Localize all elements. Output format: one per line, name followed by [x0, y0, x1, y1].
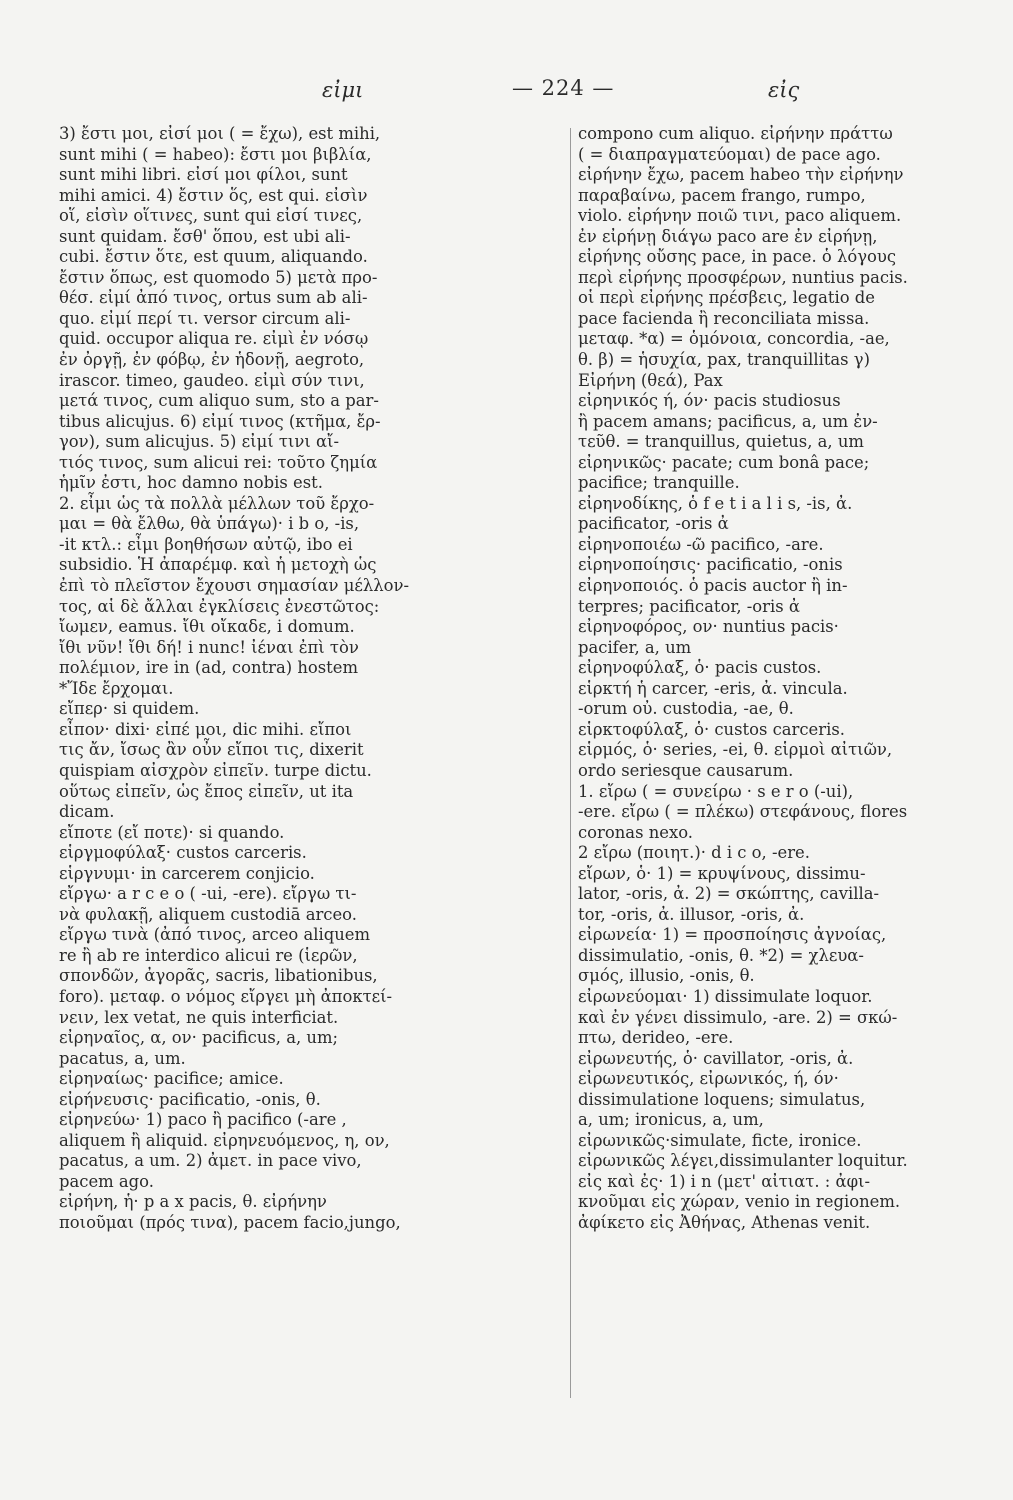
- text-line: παραβαίνω, pacem frango, rumpo,: [578, 185, 866, 205]
- text-line: εἱρκτοφύλαξ, ὁ· custos carceris.: [578, 719, 845, 739]
- text-line: pace facienda ἢ reconciliata missa.: [578, 308, 870, 328]
- page-header: [0, 74, 1013, 104]
- text-line: εἰρηνοποίησις· pacificatio, -onis: [578, 555, 843, 575]
- text-line: cubi. ἔστιν ὅτε, est quum, aliquando.: [59, 247, 368, 267]
- text-line: ἢ pacem amans; pacificus, a, um ἐν-: [578, 411, 878, 431]
- text-line: pacatus, a um. 2) ἀμετ. in pace vivo,: [59, 1151, 362, 1171]
- text-line: εἰρήνην ἔχω, pacem habeo τὴν εἰρήνην: [578, 165, 904, 185]
- text-line: violo. εἰρήνην ποιῶ τινι, paco aliquem.: [578, 206, 902, 226]
- text-line: εἰρηνικός ή, όν· pacis studiosus: [578, 391, 841, 411]
- text-line: dicam.: [59, 802, 115, 822]
- text-line: pacifer, a, um: [578, 637, 692, 657]
- text-line: εἰρηνοποιός. ὁ pacis auctor ἢ in-: [578, 576, 848, 596]
- text-line: τος, αἱ δὲ ἄλλαι ἐγκλίσεις ἐνεστῶτος:: [59, 596, 380, 616]
- text-line: quispiam αἰσχρὸν εἰπεῖν. turpe dictu.: [59, 760, 372, 780]
- text-line: εἰρηναίως· pacifice; amice.: [59, 1069, 284, 1089]
- text-line: dissimulatione loquens; simulatus,: [578, 1089, 866, 1109]
- text-line: εἰρηνοφύλαξ, ὁ· pacis custos.: [578, 658, 822, 678]
- text-line: μετά τινος, cum aliquo sum, sto a par-: [59, 391, 379, 411]
- text-line: γον), sum alicujus. 5) εἰμί τινι αἴ-: [59, 432, 339, 452]
- text-line: περὶ εἰρήνης προσφέρων, nuntius pacis.: [578, 267, 908, 287]
- header-left-word: εἰμι: [322, 78, 364, 102]
- text-line: ποιοῦμαι (πρός τινα), pacem facio,jungo,: [59, 1212, 401, 1232]
- text-line: εἰρηναῖος, α, ον· pacificus, a, um;: [59, 1028, 339, 1048]
- text-line: εἰρηνοποιέω -ῶ pacifico, -are.: [578, 534, 824, 554]
- text-line: εἶπον· dixi· εἰπέ μοι, dic mihi. εἴποι: [59, 719, 352, 739]
- text-line: terpres; pacificator, -oris ἀ: [578, 596, 800, 616]
- text-line: Εἰρήνη (θεά), Pax: [578, 370, 723, 390]
- text-line: νειν, lex vetat, ne quis interficiat.: [59, 1007, 339, 1027]
- text-line: εἰρηνεύω· 1) paco ἢ pacifico (-are ,: [59, 1110, 347, 1130]
- text-line: quo. εἰμί περί τι. versor circum ali-: [59, 308, 351, 328]
- text-line: ἴθι νῦν! ἴθι δή! i nunc! ἰέναι ἐπὶ τὸν: [59, 637, 359, 657]
- text-line: 2 εἴρω (ποιητ.)· d i c o, -ere.: [578, 843, 810, 863]
- text-line: ἡμῖν ἐστι, hoc damno nobis est.: [59, 473, 323, 493]
- text-line: μεταφ. *α) = ὁμόνοια, concordia, -ae,: [578, 329, 890, 349]
- text-line: εἱρκτή ἡ carcer, -eris, ἀ. vincula.: [578, 678, 848, 698]
- text-line: εἱργνυμι· in carcerem conjicio.: [59, 863, 315, 883]
- text-line: irascor. timeo, gaudeo. εἰμὶ σύν τινι,: [59, 370, 365, 390]
- text-line: sunt quidam. ἔσθ' ὅπου, est ubi ali-: [59, 226, 351, 246]
- text-line: ordo seriesque causarum.: [578, 760, 794, 780]
- text-line: σμός, illusio, -onis, θ.: [578, 966, 755, 986]
- text-line: foro). μεταφ. ο νόμος εἴργει μὴ ἀποκτεί-: [59, 986, 393, 1006]
- text-line: εἴργω τινὰ (ἀπό τινος, arceo aliquem: [59, 925, 371, 945]
- text-line: 1. εἴρω ( = συνείρω · s e r o (-ui),: [578, 781, 854, 801]
- text-line: ἴωμεν, eamus. ἴθι οἴκαδε, i domum.: [59, 617, 355, 637]
- text-line: ἐπὶ τὸ πλεῖστον ἔχουσι σημασίαν μέλλον-: [59, 576, 409, 596]
- text-line: -ere. εἴρω ( = πλέκω) στεφάνους, flores: [578, 802, 908, 822]
- text-line: εἴργω· a r c e o ( -ui, -ere). εἴργω τι-: [59, 884, 357, 904]
- text-line: pacificator, -oris ἀ: [578, 514, 729, 534]
- text-line: re ἢ ab re interdico alicui re (ἱερῶν,: [59, 945, 358, 965]
- text-line: sunt mihi libri. εἰσί μοι φίλοι, sunt: [59, 165, 348, 185]
- text-line: νὰ φυλακῇ, aliquem custodiā arceo.: [59, 904, 357, 924]
- text-line: tor, -oris, ἀ. illusor, -oris, ἀ.: [578, 904, 805, 924]
- text-line: εἴπερ· si quidem.: [59, 699, 200, 719]
- text-line: εἴρων, ὁ· 1) = κρυψίνους, dissimu-: [578, 863, 866, 883]
- text-line: pacem ago.: [59, 1171, 154, 1191]
- header-right-word: εἰς: [768, 78, 800, 102]
- text-line: εἱργμοφύλαξ· custos carceris.: [59, 843, 307, 863]
- text-line: tibus alicujus. 6) εἰμί τινος (κτῆμα, ἔρ-: [59, 411, 381, 431]
- text-line: εἰρήνης οὔσης pace, in pace. ὁ λόγους: [578, 247, 897, 267]
- text-line: *Ἴδε ἔρχομαι.: [59, 678, 174, 698]
- text-line: οὕτως εἰπεῖν, ὡς ἔπος εἰπεῖν, ut ita: [59, 781, 354, 801]
- text-line: εἰρωνεία· 1) = προσποίησις ἀγνοίας,: [578, 925, 887, 945]
- text-line: σπονδῶν, ἀγορᾶς, sacris, libationibus,: [59, 966, 378, 986]
- text-line: pacifice; tranquille.: [578, 473, 740, 493]
- text-line: οἵ, εἰσὶν οἵτινες, sunt qui εἰσί τινες,: [59, 206, 363, 226]
- text-line: sunt mihi ( = habeo): ἔστι μοι βιβλία,: [59, 144, 372, 164]
- text-line: -it κτλ.: εἶμι βοηθήσων αὐτῷ, ibo ei: [59, 534, 353, 554]
- text-line: aliquem ἢ aliquid. εἰρηνευόμενος, η, ον,: [59, 1130, 390, 1150]
- text-line: εἰρηνοδίκης, ὁ f e t i a l i s, -is, ἀ.: [578, 493, 853, 513]
- text-line: dissimulatio, -onis, θ. *2) = χλευα-: [578, 945, 864, 965]
- text-line: τιός τινος, sum alicui rei: τοῦτο ζημία: [59, 452, 378, 472]
- text-line: ἐν εἰρήνῃ διάγω paco are ἐν εἰρήνῃ,: [578, 226, 878, 246]
- text-line: μαι = θὰ ἔλθω, θὰ ὑπάγω)· i b o, -is,: [59, 514, 360, 534]
- text-line: ἔστιν ὅπως, est quomodo 5) μετὰ προ-: [59, 267, 378, 287]
- text-line: quid. occupor aliqua re. εἰμὶ ἐν νόσῳ: [59, 329, 369, 349]
- right-column: [578, 124, 1003, 1234]
- text-line: εἰς καὶ ἐς· 1) i n (μετ' αἰτιατ. : ἀφι-: [578, 1171, 871, 1191]
- text-line: ἐν ὀργῇ, ἐν φόβῳ, ἐν ἡδονῇ, aegroto,: [59, 350, 365, 370]
- text-line: καὶ ἐν γένει dissimulo, -are. 2) = σκώ-: [578, 1007, 898, 1027]
- text-line: πολέμιον, ire in (ad, contra) hostem: [59, 658, 358, 678]
- text-line: a, um; ironicus, a, um,: [578, 1110, 764, 1130]
- text-line: εἰρωνικῶς·simulate, ficte, ironice.: [578, 1130, 862, 1150]
- text-line: θέσ. εἰμί ἀπό τινος, ortus sum ab ali-: [59, 288, 368, 308]
- text-line: εἰρηνικῶς· pacate; cum bonâ pace;: [578, 452, 870, 472]
- text-line: εἰρωνεύομαι· 1) dissimulate loquor.: [578, 986, 873, 1006]
- text-line: mihi amici. 4) ἔστιν ὅς, est qui. εἰσὶν: [59, 185, 368, 205]
- text-line: subsidio. Ἡ ἀπαρέμφ. καὶ ἡ μετοχὴ ὡς: [59, 555, 377, 575]
- text-line: 3) ἔστι μοι, εἰσί μοι ( = ἔχω), est mihi,: [59, 124, 381, 143]
- text-line: -orum οὐ. custodia, -ae, θ.: [578, 699, 794, 719]
- text-line: τις ἄν, ἴσως ἂν οὖν εἴποι τις, dixerit: [59, 740, 364, 760]
- text-line: κνοῦμαι εἰς χώραν, venio in regionem.: [578, 1192, 901, 1212]
- text-line: θ. β) = ἡσυχία, pax, tranquillitas γ): [578, 350, 870, 370]
- text-line: τεῦθ. = tranquillus, quietus, a, um: [578, 432, 864, 452]
- text-line: lator, -oris, ἀ. 2) = σκώπτης, cavilla-: [578, 884, 880, 904]
- text-line: coronas nexo.: [578, 822, 693, 842]
- text-line: εἰρηνοφόρος, ον· nuntius pacis·: [578, 617, 839, 637]
- page-number: — 224 —: [512, 76, 615, 100]
- text-line: εἴποτε (εἴ ποτε)· si quando.: [59, 822, 285, 842]
- text-line: ( = διαπραγματεύομαι) de pace ago.: [578, 144, 881, 164]
- text-line: εἰρωνευτικός, εἰρωνικός, ή, όν·: [578, 1069, 839, 1089]
- text-line: οἱ περὶ εἰρήνης πρέσβεις, legatio de: [578, 288, 875, 308]
- text-line: ἀφίκετο εἰς Ἀθήνας, Athenas venit.: [578, 1212, 871, 1232]
- text-line: compono cum aliquo. εἰρήνην πράττω: [578, 124, 893, 143]
- text-line: εἰρωνευτής, ὁ· cavillator, -oris, ἀ.: [578, 1048, 854, 1068]
- left-column: [59, 124, 568, 1234]
- text-line: pacatus, a, um.: [59, 1048, 186, 1068]
- text-line: πτω, derideo, -ere.: [578, 1028, 734, 1048]
- column-divider: [570, 128, 571, 1398]
- text-line: εἰρήνη, ἡ· p a x pacis, θ. εἰρήνην: [59, 1192, 327, 1212]
- text-line: εἱρμός, ὁ· series, -ei, θ. εἱρμοὶ αἰτιῶν,: [578, 740, 893, 760]
- text-line: 2. εἶμι ὡς τὰ πολλὰ μέλλων τοῦ ἔρχο-: [59, 493, 375, 513]
- text-line: εἰρήνευσις· pacificatio, -onis, θ.: [59, 1089, 321, 1109]
- text-line: εἰρωνικῶς λέγει,dissimulanter loquitur.: [578, 1151, 908, 1171]
